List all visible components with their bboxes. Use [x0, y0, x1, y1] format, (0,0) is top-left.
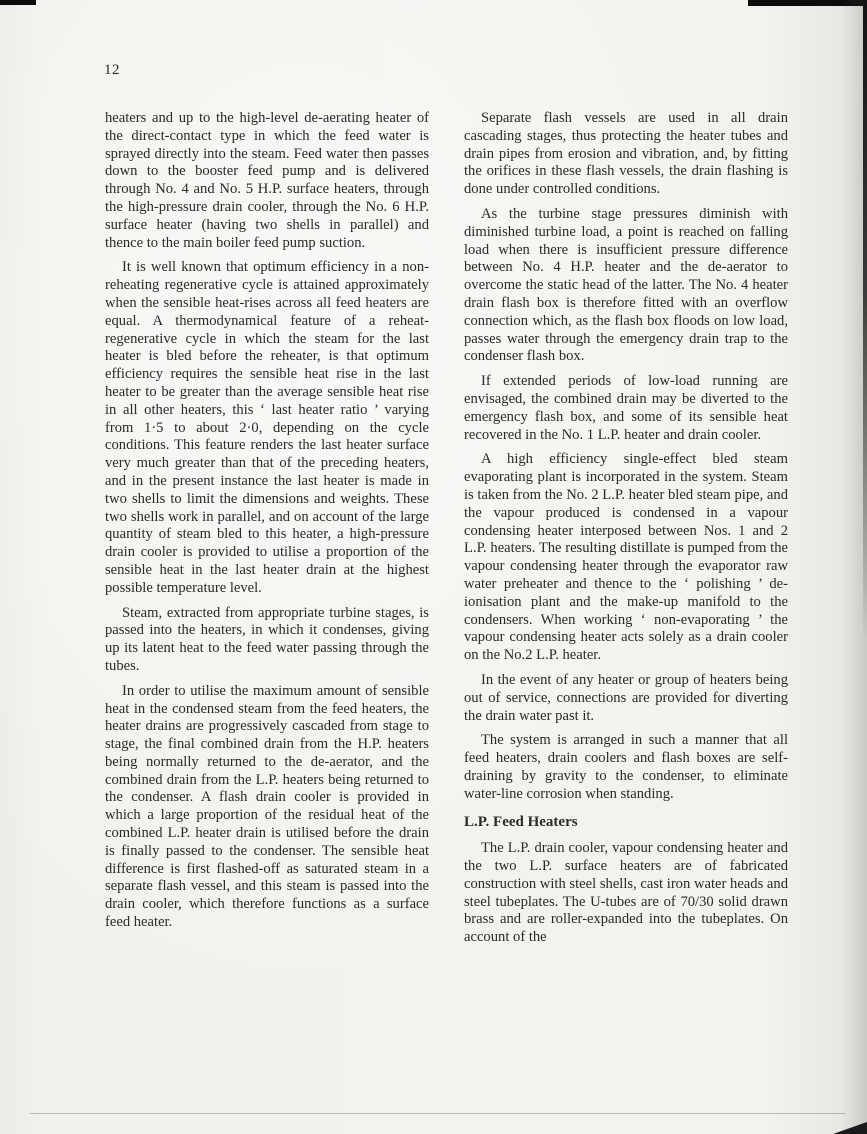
right-column: [464, 110, 788, 954]
paragraph: It is well known that optimum efficiency in a non-reheating regenerative cycle is attained approximately when the sensible heat-rises across all feed heaters are equal. A thermodynamical feature of a reheat-regenerative cycle in which the steam for the last heater is bled before the reheater, is that optimum efficiency requires the sensible heat rise in the last heater to be greater than the average sensible heat rise in all other heaters, this ‘ last heater ratio ’ varying from 1·5 to about 2·0, depending on the cycle conditions. This feature renders the last heater surface very much greater than that of the preceding heaters, and in the present instance the last heater is made in two shells to limit the dimensions and weights. These two shells work in parallel, and on account of the large quantity of steam bled to this heater, a high-pressure drain cooler is provided to utilise a proportion of the sensible heat in the last heater drain at the highest possible temperature level.: [105, 259, 429, 596]
scan-edge-top-left: [0, 0, 36, 5]
paragraph: As the turbine stage pressures diminish with diminished turbine load, a point is reached on falling load when there is insufficient pressure difference between No. 4 H.P. heater and the de-aerator to overcome the static head of the latter. The No. 4 heater drain flash box is therefore fitted with an overflow connection which, as the flash box floods on low load, passes water through the emergency drain trap to the condenser flash box.: [464, 205, 788, 365]
paragraph: The system is arranged in such a manner that all feed heaters, drain coolers and flash boxes are self-draining by gravity to the condenser, to eliminate water-line corrosion when standing.: [464, 732, 788, 802]
section-heading: L.P. Feed Heaters: [464, 814, 578, 831]
scan-edge-bottom-right: [833, 1122, 867, 1134]
paragraph: In order to utilise the maximum amount of sensible heat in the condensed steam from the feed heaters, the heater drains are progressively cascaded from stage to stage, the final combined drain from the H.P. heaters being normally returned to the de-aerator, and the combined drain from the L.P. heaters being returned to the condenser. A flash drain cooler is provided in which a large proportion of the residual heat of the combined L.P. heater drain is utilised before the drain is finally passed to the condenser. The sensible heat difference is first flashed-off as saturated steam in a separate flash vessel, and this steam is passed into the drain cooler, which therefore functions as a surface feed heater.: [105, 682, 429, 931]
paragraph: A high efficiency single-effect bled steam evaporating plant is incorporated in the system. Steam is taken from the No. 2 L.P. heater bled steam pipe, and the vapour produced is condensed in a vapour condensing heater interposed between Nos. 1 and 2 L.P. heaters. The resulting distillate is pumped from the vapour condensing heater through the evaporator raw water preheater and thence to the ‘ polishing ’ de-ionisation plant and the make-up manifold to the condensers. When working ‘ non-evaporating ’ the vapour condensing heater acts solely as a drain cooler on the No.2 L.P. heater.: [464, 451, 788, 664]
scan-page-bottom-edge: [30, 1113, 845, 1114]
paragraph: In the event of any heater or group of heaters being out of service, connections are provided for diverting the drain water past it.: [464, 671, 788, 724]
paragraph: The L.P. drain cooler, vapour condensing heater and the two L.P. surface heaters are of fabricated construction with steel shells, cast iron water heads and steel tubeplates. The U-tubes are of 70/30 solid drawn brass and are roller-expanded into the tubeplates. On account of the: [464, 840, 788, 946]
paragraph: heaters and up to the high-level de-aerating heater of the direct-contact type in which the feed water is sprayed directly into the steam. Feed water then passes down to the booster feed pump and is delivered through No. 4 and No. 5 H.P. surface heaters, through the high-pressure drain cooler, through the No. 6 H.P. surface heater (having two shells in parallel) and thence to the main boiler feed pump suction.: [105, 110, 429, 251]
paragraph: Steam, extracted from appropriate turbine stages, is passed into the heaters, in which it condenses, giving up its latent heat to the feed water passing through the tubes.: [105, 604, 429, 674]
scan-edge-right: [863, 0, 867, 640]
paragraph: Separate flash vessels are used in all drain cascading stages, thus protecting the heater tubes and drain pipes from erosion and vibration, and, by fitting the orifices in these flash vessels, the drain flashing is done under controlled conditions.: [464, 110, 788, 198]
left-column: [105, 110, 429, 939]
paragraph: If extended periods of low-load running are envisaged, the combined drain may be diverted to the emergency flash box, and some of its sensible heat recovered in the No. 1 L.P. heater and drain cooler.: [464, 373, 788, 443]
page-number: 12: [104, 62, 120, 78]
